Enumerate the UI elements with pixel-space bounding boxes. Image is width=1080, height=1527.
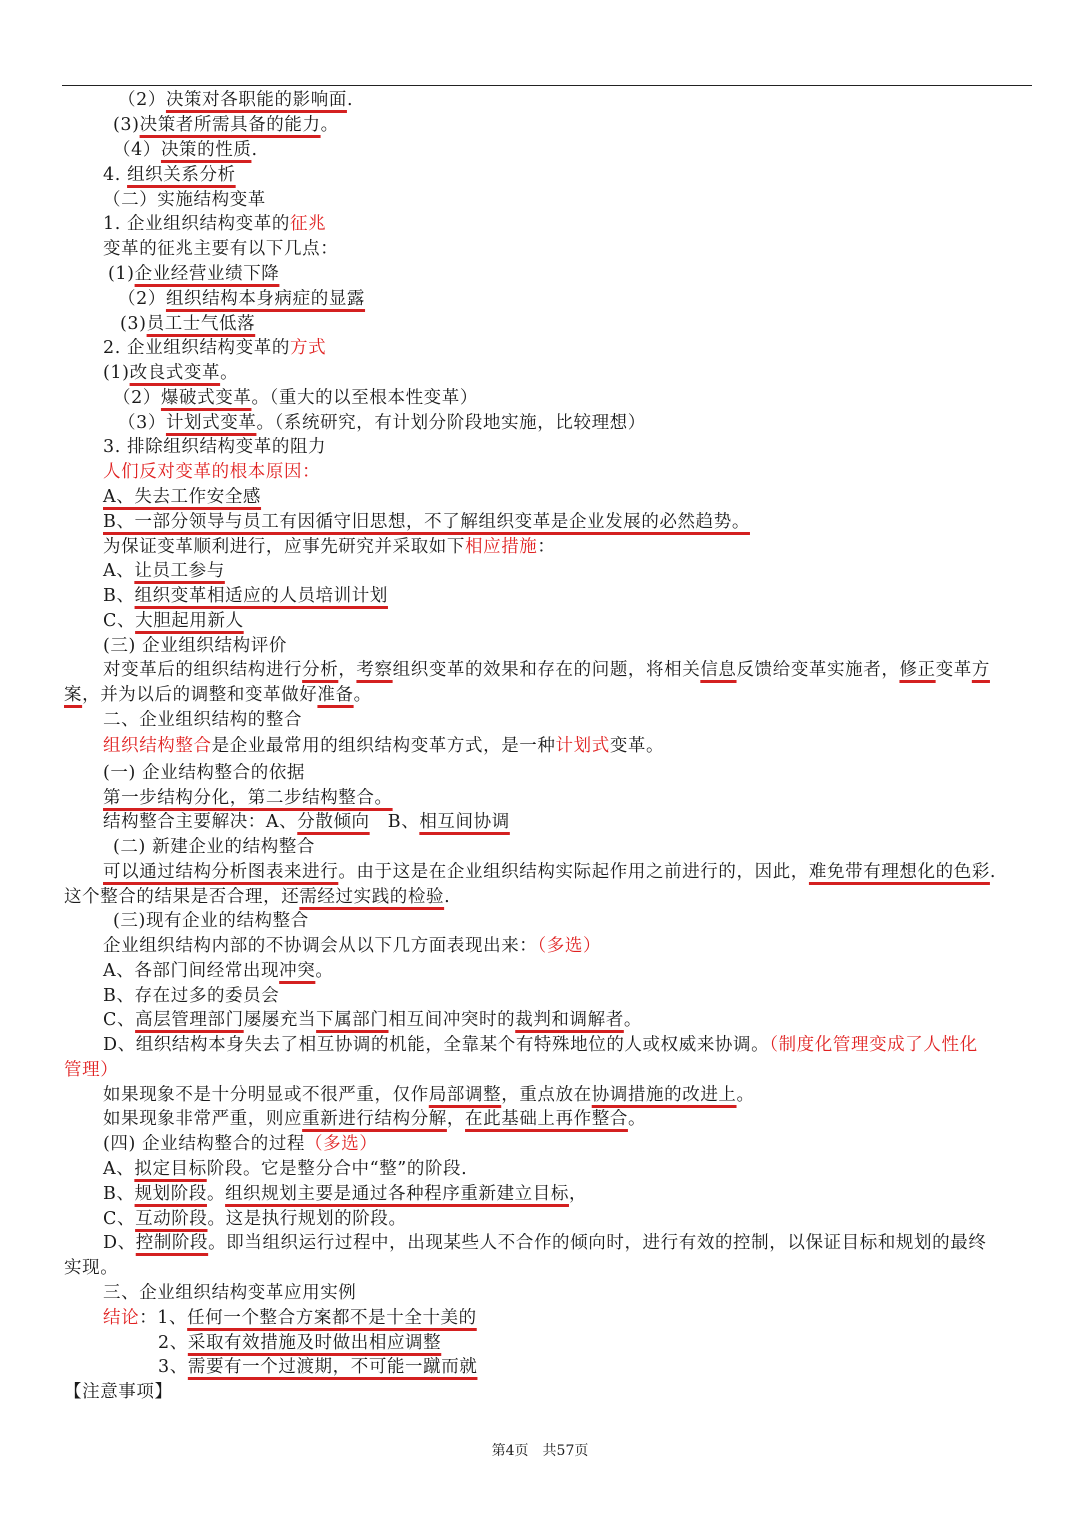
page-footer: 第4页 共57页 (491, 1443, 589, 1459)
text-segment: 。 (623, 1010, 642, 1030)
highlight-text: 相应措施 (465, 537, 538, 557)
text-segment: 3、 (158, 1357, 188, 1377)
text-segment: (1) (108, 264, 135, 284)
text-segment: B、 (103, 1184, 135, 1204)
text-line (103, 1008, 642, 1032)
text-line (64, 1058, 118, 1082)
highlight-text: （多选） (305, 1134, 378, 1154)
text-segment: 。即当组织运行过程中，出现某些人不合作的倾向时，进行有效的控制，以保证目标和规划的最终 (208, 1233, 987, 1253)
text-line (64, 683, 372, 707)
underlined-text: 大胆起用新人 (135, 611, 244, 631)
text-segment: （3） (118, 413, 166, 433)
underlined-text: 需要有一个过渡期，不可能一蹴而就 (187, 1357, 478, 1377)
underlined-text: 员工士气低落 (146, 314, 256, 334)
text-segment: (3) (113, 115, 140, 135)
text-line (103, 1083, 755, 1107)
text-line (103, 535, 556, 559)
text-line (118, 88, 353, 112)
text-line (103, 336, 326, 360)
text-segment: 。 (736, 1085, 755, 1105)
text-segment: 1. 企业组织结构变革的 (103, 214, 290, 234)
text-segment: 变革 (935, 660, 972, 680)
underlined-text: 相互间协调 (419, 812, 510, 832)
text-segment: 反馈给变革实施者， (736, 660, 900, 680)
underlined-text: 重新进行结构分解 (302, 1109, 447, 1129)
text-segment: ，重点放在 (501, 1085, 592, 1105)
text-segment: 变革的征兆主要有以下几点： (103, 239, 339, 259)
text-segment: 三、企业组织结构变革应用实例 (103, 1283, 357, 1303)
text-line (64, 885, 450, 909)
text-segment: . (444, 887, 451, 907)
underlined-text: 任何一个整合方案都不是十全十美的 (187, 1308, 477, 1328)
underlined-text: 信息 (700, 660, 737, 680)
text-segment: （4） (113, 140, 161, 160)
text-segment: 屡屡充当 (243, 1010, 317, 1030)
underlined-text: 可以通过结构分析图表来进行 (103, 862, 339, 882)
text-line (118, 287, 365, 311)
text-line (103, 658, 990, 682)
text-segment: 。（重大的以至根本性变革） (251, 388, 478, 408)
text-segment: 对变革后的组织结构进行 (103, 660, 303, 680)
underlined-text: 案 (64, 685, 83, 705)
text-segment: 这个整合的结果是否合理，还 (64, 887, 300, 907)
header-rule (62, 85, 1032, 86)
text-segment: 。 (206, 1184, 226, 1204)
text-line (103, 634, 287, 658)
underlined-text: 组织规划主要是通过各种程序重新建立目标 (225, 1184, 569, 1204)
highlight-text: 管理） (64, 1060, 119, 1080)
highlight-text: （多选） (537, 936, 602, 956)
underlined-text: 局部调整 (428, 1085, 502, 1105)
text-segment: B、存在过多的委员会 (103, 986, 280, 1006)
text-line (118, 411, 646, 435)
text-segment: 相互间冲突时的 (388, 1010, 516, 1030)
text-segment: C、 (103, 1010, 136, 1030)
underlined-text: 在此基础上再作整合 (465, 1109, 628, 1129)
text-segment: ： (537, 537, 556, 557)
highlight-text: 组织结构整合 (103, 736, 212, 756)
underlined-text: 第一步结构分化，第二步结构整合。 (103, 788, 393, 808)
text-segment: 组织变革的效果和存在的问题，将相关 (392, 660, 701, 680)
text-line (113, 138, 258, 162)
highlight-text: 人们反对变革的根本原因： (103, 462, 321, 482)
text-line (103, 860, 996, 884)
text-segment: A、 (103, 1159, 135, 1179)
text-line (103, 934, 601, 958)
text-segment: 二、企业组织结构的整合 (103, 710, 303, 730)
text-segment: （2） (113, 388, 161, 408)
text-line (103, 609, 244, 633)
text-segment: ：1、 (139, 1308, 188, 1328)
text-line (103, 485, 261, 509)
highlight-text: 征兆 (289, 214, 327, 234)
text-line (103, 212, 326, 236)
text-line (103, 761, 305, 785)
underlined-text: 分析 (302, 660, 339, 680)
underlined-text: 爆破式变革 (160, 388, 252, 408)
text-segment: 。 (627, 1109, 647, 1129)
underlined-text: 决策者所需具备的能力 (139, 115, 321, 135)
text-line (103, 163, 236, 187)
underlined-text: 决策的性质 (160, 140, 252, 160)
text-segment: 为保证变革顺利进行，应事先研究并采取如下 (103, 537, 465, 557)
text-line (103, 559, 225, 583)
text-segment: 结构整合主要解决：A、 (103, 812, 298, 832)
text-line (103, 810, 510, 834)
text-line (103, 1157, 467, 1181)
underlined-text: A、失去工作安全感 (103, 487, 262, 507)
text-segment: . (346, 90, 354, 110)
text-line (103, 708, 302, 732)
underlined-text: 协调措施的改进上 (591, 1085, 737, 1105)
text-segment: 。 (353, 685, 372, 705)
text-line (103, 1182, 587, 1206)
underlined-text: 让员工参与 (134, 561, 225, 581)
text-line (103, 786, 393, 810)
underlined-text: 分散倾向 (297, 812, 370, 832)
text-line (103, 584, 388, 608)
text-segment: D、组织结构本身失去了相互协调的机能，全靠某个有特殊地位的人或权威来协调。 (103, 1035, 770, 1055)
underlined-text: 难免带有理想化的色彩 (808, 862, 990, 882)
underlined-text: 组织关系分析 (127, 165, 236, 185)
text-segment: 如果现象非常严重，则应 (103, 1109, 303, 1129)
text-segment: 企业组织结构内部的不协调会从以下几方面表现出来： (103, 936, 538, 956)
underlined-text: 规划阶段 (134, 1184, 207, 1204)
text-line (103, 361, 238, 385)
text-line (103, 1231, 986, 1255)
text-segment: 3. 排除组织结构变革的阻力 (103, 437, 327, 457)
highlight-text: 结论 (103, 1308, 140, 1328)
text-line (103, 984, 279, 1008)
text-segment: . (989, 862, 997, 882)
text-segment: 。 (315, 961, 334, 981)
underlined-text: 需经过实践的检验 (299, 887, 445, 907)
text-segment: 如果现象不是十分明显或不很严重，仅作 (103, 1085, 429, 1105)
underlined-text: 计划式变革 (165, 413, 257, 433)
text-segment: 是企业最常用的组织结构变革方式，是一种 (211, 736, 556, 756)
text-segment: （2） (118, 289, 166, 309)
underlined-text: 准备 (317, 685, 354, 705)
text-segment: 。这是执行规划的阶段。 (207, 1209, 407, 1229)
text-line (64, 1380, 173, 1404)
underlined-text: 控制阶段 (135, 1233, 209, 1253)
text-segment: (二) 新建企业的结构整合 (113, 837, 316, 857)
text-segment: ， (568, 1184, 588, 1204)
text-segment: (1) (103, 363, 130, 383)
underlined-text: 修正 (899, 660, 936, 680)
text-line (120, 312, 255, 336)
text-line (103, 188, 266, 212)
text-line (103, 1107, 646, 1131)
text-segment: (三)现有企业的结构整合 (113, 911, 309, 931)
text-segment: B、 (103, 586, 135, 606)
text-line (103, 1132, 377, 1156)
text-segment: A、 (103, 561, 135, 581)
underlined-text: B、一部分领导与员工有因循守旧思想，不了解组织变革是企业发展的必然趋势。 (103, 512, 750, 532)
underlined-text: 互动阶段 (135, 1209, 208, 1229)
text-line (113, 113, 339, 137)
text-line (103, 435, 326, 459)
text-segment: 2. 企业组织结构变革的 (103, 338, 290, 358)
text-line (103, 1207, 407, 1231)
text-line (103, 460, 320, 484)
underlined-text: 考察 (356, 660, 393, 680)
text-segment: B、 (369, 812, 420, 832)
text-segment: ， (446, 1109, 466, 1129)
text-line (103, 1033, 978, 1057)
text-segment: 【注意事项】 (64, 1382, 173, 1402)
text-line (64, 1256, 118, 1280)
text-line (113, 835, 315, 859)
text-segment: 4. (103, 165, 128, 185)
text-line (113, 386, 478, 410)
text-line (103, 237, 338, 261)
text-segment: (三) 企业组织结构评价 (103, 636, 287, 656)
text-segment: （二）实施结构变革 (103, 190, 266, 210)
underlined-text: 裁判和调解者 (515, 1010, 624, 1030)
text-line (158, 1331, 441, 1355)
highlight-text: 方式 (289, 338, 327, 358)
text-line (103, 959, 333, 983)
underlined-text: 组织变革相适应的人员培训计划 (134, 586, 388, 606)
text-segment: （2） (118, 90, 166, 110)
text-segment: C、 (103, 611, 136, 631)
text-segment: (3) (120, 314, 147, 334)
text-line (103, 734, 664, 758)
text-segment: C、 (103, 1209, 136, 1229)
text-segment: (四) 企业结构整合的过程 (103, 1134, 306, 1154)
text-line (103, 1306, 477, 1330)
underlined-text: 方 (971, 660, 990, 680)
text-segment: ， (338, 660, 357, 680)
text-line (103, 1281, 356, 1305)
text-segment: 实现。 (64, 1258, 119, 1278)
underlined-text: 下属部门 (316, 1010, 389, 1030)
text-segment: 。 (320, 115, 339, 135)
highlight-text: 计划式 (555, 736, 610, 756)
text-segment: ，并为以后的调整和变革做好 (82, 685, 318, 705)
text-segment: . (251, 140, 258, 160)
underlined-text: 拟定目标 (134, 1159, 207, 1179)
underlined-text: 高层管理部门 (135, 1010, 244, 1030)
text-segment: 。由于这是在企业组织结构实际起作用之前进行的，因此， (338, 862, 809, 882)
text-segment: 。 (220, 363, 239, 383)
text-line (158, 1355, 477, 1379)
text-line (103, 510, 750, 534)
underlined-text: 组织结构本身病症的显露 (165, 289, 366, 309)
highlight-text: （制度化管理变成了人性化 (769, 1035, 978, 1055)
text-segment: 变革。 (609, 736, 665, 756)
text-segment: A、各部门间经常出现 (103, 961, 280, 981)
text-segment: 2、 (158, 1333, 188, 1353)
underlined-text: 采取有效措施及时做出相应调整 (187, 1333, 442, 1353)
text-segment: 。（系统研究，有计划分阶段地实施，比较理想） (256, 413, 646, 433)
text-segment: 阶段。它是整分合中“整”的阶段. (206, 1159, 468, 1179)
text-segment: (一) 企业结构整合的依据 (103, 763, 306, 783)
underlined-text: 决策对各职能的影响面 (165, 90, 347, 110)
underlined-text: 冲突 (279, 961, 316, 981)
text-line (113, 909, 309, 933)
text-line (108, 262, 279, 286)
underlined-text: 改良式变革 (129, 363, 221, 383)
underlined-text: 企业经营业绩下降 (134, 264, 280, 284)
text-segment: D、 (103, 1233, 136, 1253)
